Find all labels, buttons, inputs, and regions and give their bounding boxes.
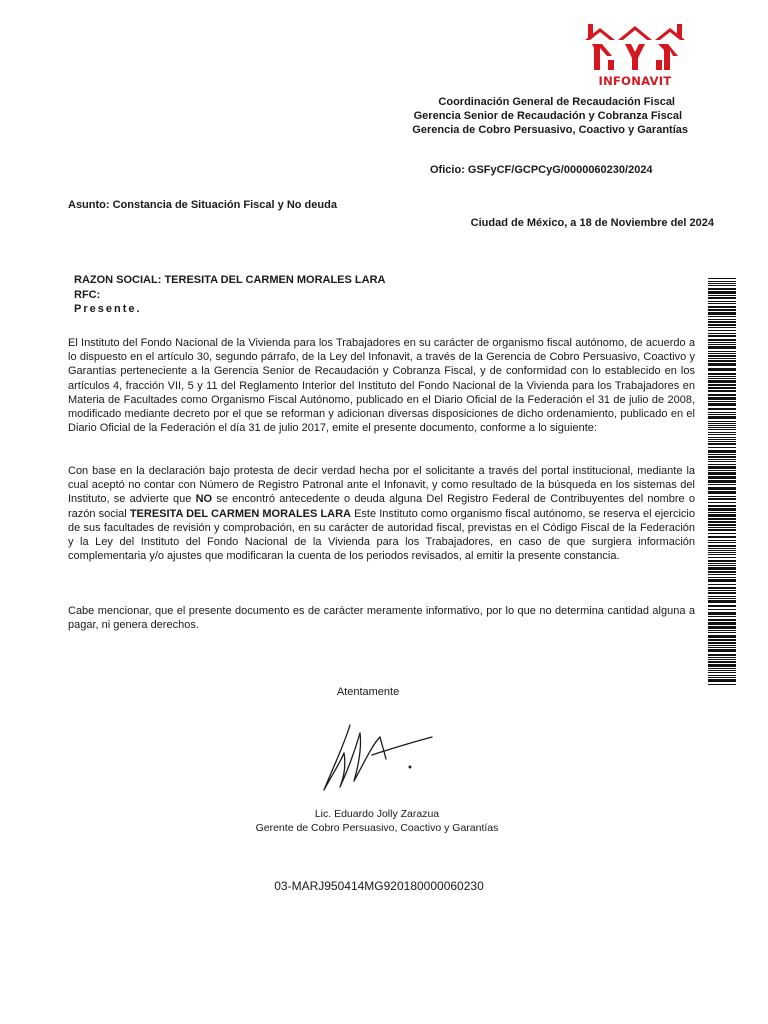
barcode-bar [708, 387, 736, 389]
paragraph-legal-basis: El Instituto del Fondo Nacional de la Vivienda para los Trabajadores en su carácter de organismo fiscal autónomo, de acuerdo a lo dispuesto en el artículo 30, segundo párrafo, de la Ley del Infonavit, a través de la Gerencia de Cobro Persuasivo, Coactivo y Garantías perteneciente a la Gerencia Senior de Recaudación y Cobranza Fiscal, y de conformidad con lo establecido en los artículos 4, fracción VII, 5 y 11 del Reglamento Interior del Instituto del Fondo Nacional de la Vivienda para los Trabajadores en Materia de Facultades como Organismo Fiscal Autónomo, publicado en el Diario Oficial de la Federación el 31 de julio de 2008, modificado mediante decreto por el que se reforman y adicionan diversas disposiciones de dicho ordenamiento, publicado en el Diario Oficial de la Federación el día 31 de julio 2017, emite el presente documento, conforme a lo siguiente: [68, 337, 695, 435]
barcode-bar [708, 456, 736, 458]
barcode-bar [708, 605, 736, 607]
barcode-bar [708, 353, 736, 354]
barcode-bar [708, 654, 736, 656]
barcode-bar [708, 443, 736, 445]
barcode-bar [708, 355, 736, 357]
barcode-bar [708, 285, 736, 286]
barcode-bar [708, 616, 736, 617]
barcode-bar [708, 609, 736, 610]
barcode-bar [708, 512, 736, 513]
logo-text: INFONAVIT [598, 74, 672, 88]
barcode-bar [708, 291, 736, 294]
barcode-bar [708, 472, 736, 475]
barcode-bar [708, 642, 736, 644]
recipient-block [74, 273, 385, 317]
barcode-bar [708, 668, 736, 669]
barcode-bar [708, 459, 736, 460]
barcode-bar [708, 390, 736, 392]
barcode-bar [708, 524, 736, 526]
barcode-bar [708, 554, 736, 555]
barcode-bar [708, 450, 736, 453]
barcode-bar [708, 600, 736, 603]
reference-code: 03-MARJ950414MG920180000060230 [274, 879, 484, 893]
barcode-bar [708, 437, 736, 438]
barcode-bar [708, 622, 736, 625]
rfc-label: RFC: [74, 288, 101, 301]
barcode-bar [708, 487, 736, 490]
barcode-bar [708, 408, 736, 410]
subject-line: Asunto: Constancia de Situación Fiscal y No deuda [68, 199, 337, 211]
barcode-bar [708, 432, 736, 433]
barcode-bar [708, 306, 736, 308]
barcode-bar [708, 679, 736, 682]
findings-no-emphasis: NO [195, 493, 213, 506]
barcode-bar [708, 540, 736, 541]
barcode-bar [708, 351, 736, 352]
barcode-bar [708, 592, 736, 594]
barcode-bar [708, 571, 736, 573]
barcode-bar [708, 416, 736, 419]
barcode-bar [708, 590, 736, 591]
vertical-barcode [708, 278, 736, 686]
barcode-bar [708, 454, 736, 455]
barcode-bar [708, 626, 736, 629]
barcode-bar [708, 505, 736, 507]
barcode-bar [708, 397, 736, 400]
barcode-bar [708, 514, 736, 517]
barcode-bar [708, 579, 736, 582]
barcode-bar [708, 548, 736, 549]
barcode-bar [708, 664, 736, 667]
barcode-bar [708, 360, 736, 362]
barcode-bar [708, 498, 736, 500]
findings-text-b: se encontró antecedente o deuda alguna Del Registro Federal de Contribuyentes del nombre o razón social [68, 493, 696, 520]
barcode-bar [708, 412, 736, 413]
closing-atentamente: Atentamente [336, 686, 400, 698]
barcode-bar [708, 394, 736, 396]
barcode-bar [708, 363, 736, 366]
barcode-bar [708, 330, 736, 331]
barcode-bar [708, 316, 736, 317]
barcode-bar [708, 677, 736, 678]
barcode-bar [708, 321, 736, 323]
barcode-bar [708, 447, 736, 448]
barcode-bar [708, 327, 736, 328]
barcode-bar [708, 295, 736, 296]
barcode-bar [708, 281, 736, 282]
razon-social: RAZON SOCIAL: TERESITA DEL CARMEN MORALES LARA [74, 274, 386, 286]
barcode-bar [708, 675, 736, 676]
barcode-bar [708, 645, 736, 646]
barcode-bar [708, 384, 736, 386]
barcode-bar [708, 670, 736, 671]
barcode-bar [708, 647, 736, 648]
header-line-gerencia-cobro: Gerencia de Cobro Persuasivo, Coactivo y Garantías [412, 124, 688, 136]
barcode-bar [708, 612, 736, 615]
barcode-bar [708, 557, 736, 558]
barcode-bar [708, 434, 736, 435]
barcode-bar [708, 342, 736, 343]
barcode-bar [708, 527, 736, 528]
barcode-bar [708, 518, 736, 520]
barcode-bar [708, 368, 736, 371]
handwritten-signature [310, 715, 450, 805]
barcode-bar [708, 476, 736, 479]
barcode-bar [708, 533, 736, 534]
barcode-bar [708, 466, 736, 469]
barcode-bar [708, 461, 736, 462]
barcode-bar [708, 403, 736, 406]
barcode-bar [708, 319, 736, 320]
barcode-bar [708, 584, 736, 585]
barcode-bar [708, 502, 736, 503]
barcode-bar [708, 303, 736, 304]
barcode-bar [708, 333, 736, 334]
barcode-bar [708, 335, 736, 337]
barcode-bar [708, 421, 736, 422]
barcode-bar [708, 649, 736, 652]
barcode-bar [708, 659, 736, 660]
findings-taxpayer-name: TERESITA DEL CARMEN MORALES LARA [129, 507, 351, 520]
barcode-bar [708, 657, 736, 658]
barcode-bar [708, 380, 736, 383]
barcode-bar [708, 378, 736, 379]
signer-name: Lic. Eduardo Jolly Zarazua [314, 808, 440, 820]
barcode-bar [708, 587, 736, 589]
barcode-bar [708, 301, 736, 302]
date-line: Ciudad de México, a 18 de Noviembre del 2024 [470, 217, 714, 229]
barcode-bar [708, 661, 736, 663]
barcode-bar [708, 684, 736, 685]
barcode-bar [708, 358, 736, 359]
barcode-bar [708, 484, 736, 485]
barcode-bar [708, 324, 736, 326]
signer-title: Gerente de Cobro Persuasivo, Coactivo y Garantías [255, 822, 499, 834]
paragraph-disclaimer: Cabe mencionar, que el presente documento es de carácter meramente informativo, por lo que no determina cantidad alguna a pagar, ni genera derechos. [68, 605, 695, 632]
barcode-bar [708, 312, 736, 315]
barcode-bar [708, 563, 736, 564]
paragraph-findings [68, 464, 695, 563]
barcode-bar [708, 309, 736, 311]
barcode-bar [708, 427, 736, 428]
barcode-bar [708, 346, 736, 349]
barcode-bar [708, 423, 736, 424]
barcode-bar [708, 439, 736, 440]
barcode-bar [708, 425, 736, 426]
barcode-bar [708, 577, 736, 578]
barcode-bar [708, 560, 736, 562]
barcode-bar [708, 630, 736, 631]
barcode-bar [708, 672, 736, 673]
infonavit-logo [580, 22, 690, 94]
barcode-bar [708, 339, 736, 341]
barcode-bar [708, 598, 736, 599]
barcode-bar [708, 596, 736, 597]
barcode-bar [708, 414, 736, 415]
barcode-bar [708, 619, 736, 621]
barcode-bar [708, 508, 736, 511]
barcode-bar [708, 542, 736, 543]
barcode-bar [708, 429, 736, 430]
barcode-bar [708, 344, 736, 345]
barcode-bar [708, 401, 736, 402]
barcode-bar [708, 496, 736, 497]
barcode-bar [708, 565, 736, 566]
barcode-bar [708, 550, 736, 551]
barcode-bar [708, 283, 736, 284]
findings-text-a: Con base en la declaración bajo protesta de decir verdad hecha por el solicitante a través del portal institucional, mediante la cual aceptó no contar con Número de Registro Patronal ante el Infonavit, y como resultado de la búsqueda en los sistemas del Instituto, se advierte que [68, 465, 695, 506]
barcode-bar [708, 278, 736, 279]
barcode-bar [708, 545, 736, 547]
header-line-gerencia-senior: Gerencia Senior de Recaudación y Cobranza Fiscal [413, 110, 682, 122]
barcode-bar [708, 491, 736, 494]
infonavit-house-icon [580, 22, 690, 74]
barcode-bar [708, 552, 736, 553]
barcode-bar [708, 373, 736, 375]
barcode-bar [708, 529, 736, 531]
barcode-bar [708, 480, 736, 483]
barcode-bar [708, 635, 736, 638]
barcode-bar [708, 639, 736, 641]
barcode-bar [708, 464, 736, 465]
barcode-bar [708, 288, 736, 290]
barcode-bar [708, 536, 736, 538]
barcode-bar [708, 521, 736, 523]
barcode-bar [708, 297, 736, 299]
header-line-coordinacion: Coordinación General de Recaudación Fiscal [438, 96, 675, 108]
barcode-bar [708, 574, 736, 575]
findings-text-c: Este Instituto como organismo fiscal autónomo, se reserva el ejercicio de sus facultades de revisión y comprobación, en su carácter de autoridad fiscal, previstas en el Código Fiscal de la Federación y la Ley del Instituto del Fondo Nacional de la Vivienda para los Trabajadores, en caso de que surgiera información complementaria y/o ajustes que modificaran la cuenta de los periodos revisados, al emitir la presente constancia. [68, 507, 695, 563]
department-header [412, 95, 688, 137]
barcode-bar [708, 441, 736, 442]
oficio-number: Oficio: GSFyCF/GCPCyG/0000060230/2024 [430, 164, 653, 176]
barcode-bar [708, 376, 736, 377]
barcode-bar [708, 470, 736, 471]
presente-label: Presente. [74, 303, 142, 315]
barcode-bar [708, 632, 736, 633]
barcode-bar [708, 567, 736, 570]
